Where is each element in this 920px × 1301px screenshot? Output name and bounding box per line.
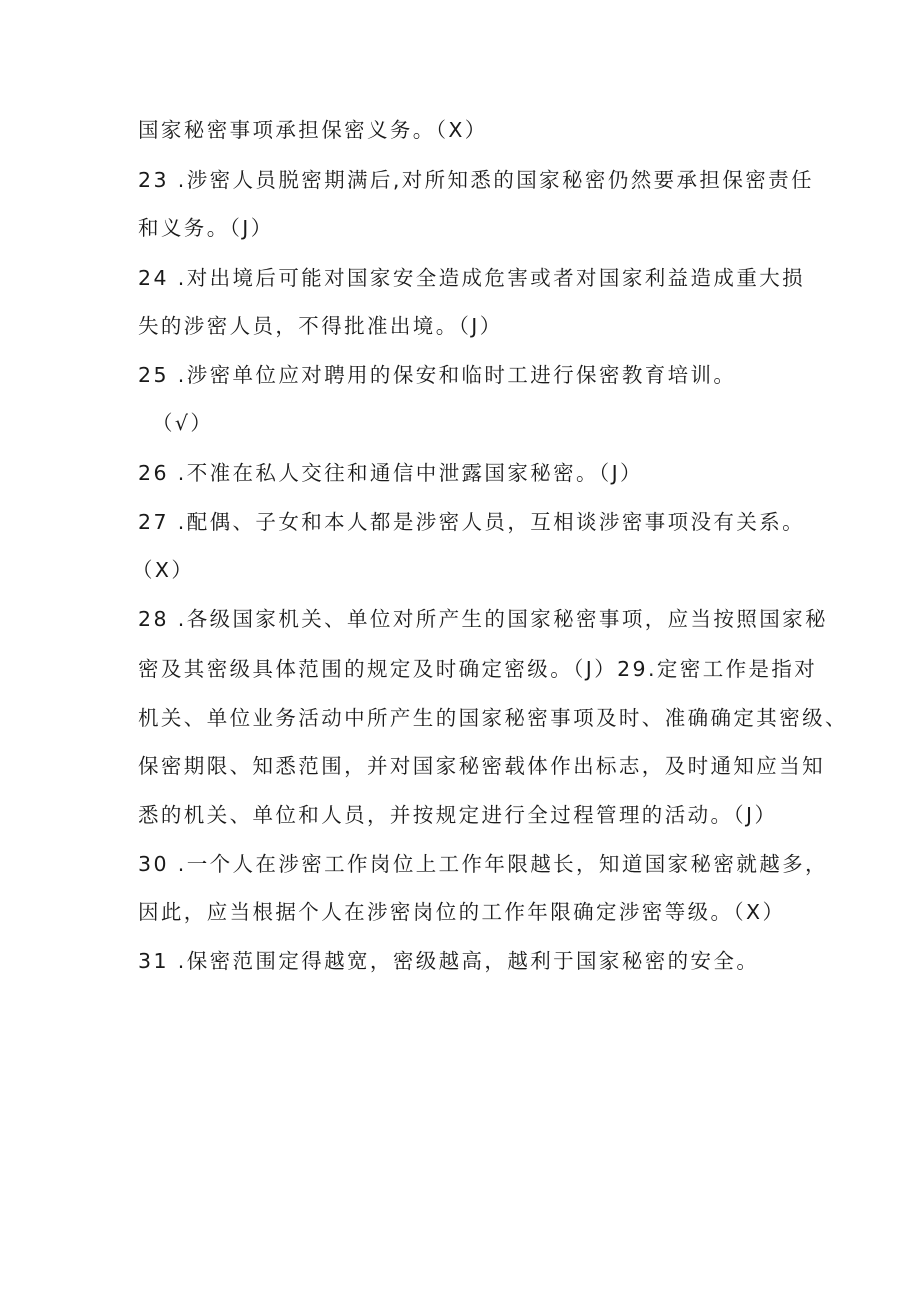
text-line: 23 .涉密人员脱密期满后,对所知悉的国家秘密仍然要承担保密责任 <box>138 168 814 192</box>
text-line: 31 .保密范围定得越宽，密级越高，越利于国家秘密的安全。 <box>138 949 760 973</box>
text-line: 27 .配偶、子女和本人都是涉密人员，互相谈涉密事项没有关系。 <box>138 510 806 534</box>
text-line: 24 .对出境后可能对国家安全造成危害或者对国家利益造成重大损 <box>138 266 806 290</box>
text-line: 25 .涉密单位应对聘用的保安和临时工进行保密教育培训。 <box>138 363 737 387</box>
text-line: 失的涉密人员，不得批准出境。（J） <box>138 314 503 338</box>
text-line: 悉的机关、单位和人员，并按规定进行全过程管理的活动。（J） <box>138 803 778 827</box>
text-line: 密及其密级具体范围的规定及时确定密级。（J）29.定密工作是指对 <box>138 657 818 681</box>
text-line: 保密期限、知悉范围，并对国家秘密载体作出标志，及时通知应当知 <box>138 754 825 778</box>
text-line: 26 .不准在私人交往和通信中泄露国家秘密。（J） <box>138 461 643 485</box>
text-line: 30 .一个人在涉密工作岗位上工作年限越长，知道国家秘密就越多， <box>138 852 828 876</box>
text-line: （√） <box>152 411 214 435</box>
text-line: 因此，应当根据个人在涉密岗位的工作年限确定涉密等级。（X） <box>138 900 786 924</box>
text-line: 国家秘密事项承担保密义务。（X） <box>138 118 488 142</box>
text-line: 28 .各级国家机关、单位对所产生的国家秘密事项，应当按照国家秘 <box>138 607 828 631</box>
text-line: （X） <box>132 558 195 582</box>
text-line: 机关、单位业务活动中所产生的国家秘密事项及时、准确确定其密级、 <box>138 706 848 730</box>
text-line: 和义务。（J） <box>138 216 274 240</box>
